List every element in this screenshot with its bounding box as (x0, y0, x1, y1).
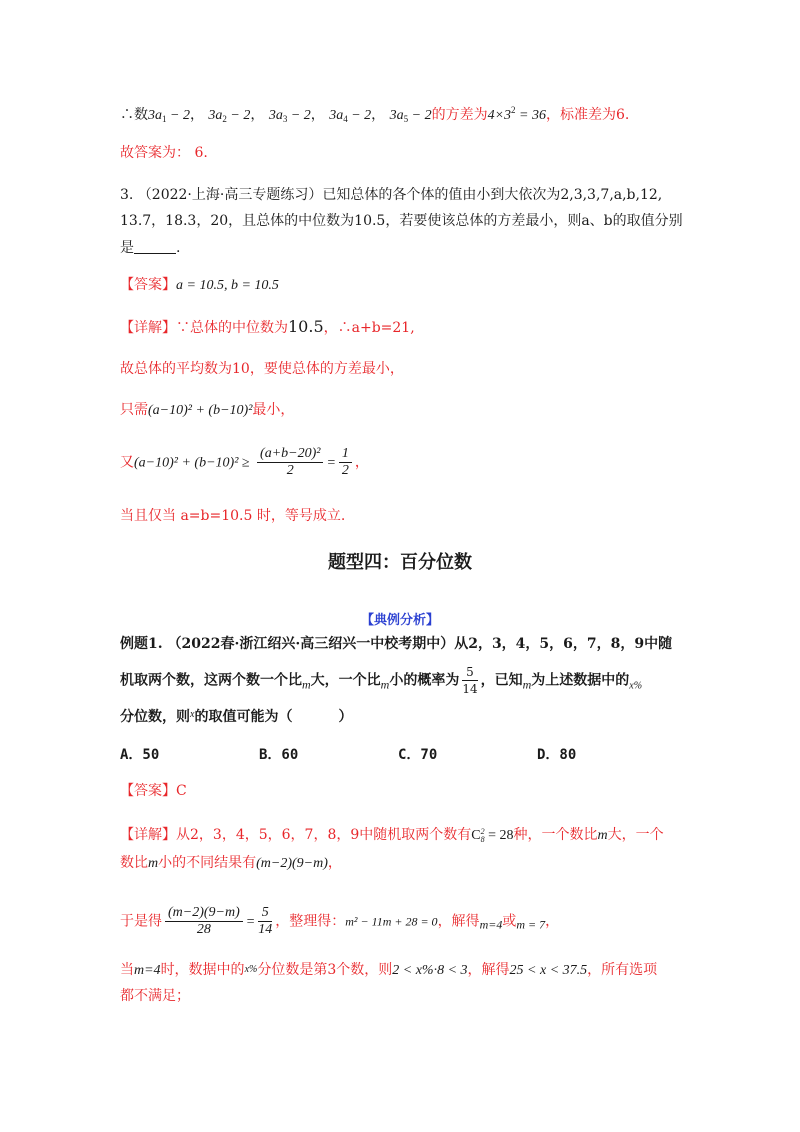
expr-3a4: $3a_4 - 2$ (329, 108, 372, 124)
answer-1: 【答案】C (120, 783, 187, 799)
detail-3-line-3: 只需(a−10)² + (b−10)²最小， (120, 402, 295, 418)
detail-1-line-5: 都不满足； (120, 988, 190, 1004)
detail-3-line-2: 故总体的平均数为10，要使总体的方差最小， (120, 361, 404, 377)
section-subheading: 【典例分析】 (360, 613, 439, 628)
detail-3-line-4: 又(a−10)² + (b−10)² ≥ $\frac{\text{(a+b−20)²}}{2}$ = $\frac{1}{2}$ ， (120, 446, 369, 478)
expr-3a2: $3a_2 - 2$ (208, 108, 251, 124)
detail-1-line-1: 【详解】从2，3，4，5，6，7，8，9中随机取两个数有C 2 8 = 28种，一个数比m大，一个 (120, 826, 664, 844)
probability-fraction: $\frac{5}{14}$ (462, 665, 478, 696)
expr-3a1: $3a_1 - 2$ (148, 108, 190, 124)
answer-3 (120, 275, 279, 296)
answer-tag: 【答案】 (120, 277, 176, 293)
combination-expr: C 2 8 = 28 (471, 826, 514, 844)
option-c: C．70 (398, 747, 438, 763)
question-3-line-3: 是 . (120, 240, 181, 256)
five-fourteenths: $\frac{5}{14}$ (258, 905, 273, 937)
answer-value: a = 10.5, b = 10.5 (176, 278, 279, 293)
detail-1-line-2: 数比m小的不同结果有(m−2)(9−m)， (120, 855, 342, 871)
ratio-fraction: $\frac{(m-2)(9-m)}{28}$ (165, 905, 243, 938)
section-heading: 题型四：百分位数 (328, 552, 472, 573)
detail-1-line-4: 当m=4时，数据中的x%分位数是第3个数，则2 < x%·8 < 3，解得25 < x < 37.5，所有选项 (120, 962, 658, 978)
example-1-line-2: 机取两个数，这两个数一个比m大，一个比m小的概率为 $\frac{5}{14}$ ，已知m为上述数据中的$_{x\%}$ (120, 665, 643, 696)
answer-blank (134, 239, 176, 254)
variance-expr: $4\times 3^2 = 36$ (487, 105, 546, 123)
option-a: A．50 (120, 747, 160, 763)
example-1-line-3: 分位数，则$^x$的取值可能为（ ） (120, 709, 353, 725)
detail-1-line-3: 于是得 $\frac{(m-2)(9-m)}{28}$ = $\frac{5}{14}$ ，整理得：m² − 11m + 28 = 0，解得m=4或m = 7， (120, 905, 560, 937)
therefore-text: ∴数 (120, 107, 148, 123)
question-3-line-2: 13.7，18.3，20，且总体的中位数为10.5，若要使该总体的方差最小，则a、b的取值分别 (120, 213, 683, 229)
question-3-line-1: 3. （2022·上海·高三专题练习）已知总体的各个体的值由小到大依次为2,3,3,7,a,b,12, (120, 187, 663, 203)
option-d: D．80 (537, 747, 577, 763)
expr-3a5: $3a_5 - 2$ (389, 108, 432, 124)
variance-text: 的方差为 (431, 107, 488, 123)
fraction-sum: $\frac{\text{(a+b−20)²}}{2}$ (257, 446, 323, 479)
std-text: ，标准差为6. (545, 107, 630, 123)
expr-3a3: $3a_3 - 2$ (268, 108, 311, 124)
detail-3-line-5: 当且仅当 a=b=10.5 时，等号成立. (120, 508, 346, 524)
option-b: B．60 (259, 747, 299, 763)
answer-line-prev: 故答案为： 6. (120, 145, 208, 161)
detail-3-line-1: 【详解】∵总体的中位数为10.5，∴a+b=21, (120, 317, 415, 336)
variance-result-line: ∴数$3a_1 - 2$， $3a_2 - 2$， $3a_3 - 2$， $3a_4 - 2$， $3a_5 - 2$的方差为$4\times 3^2 = 36$，标准差为6. (120, 105, 630, 124)
fraction-half: $\frac{1}{2}$ (339, 446, 352, 479)
example-1-line-1: 例题1. （2022春·浙江绍兴·高三绍兴一中校考期中）从2，3，4，5，6，7，8，9中随 (120, 636, 673, 652)
